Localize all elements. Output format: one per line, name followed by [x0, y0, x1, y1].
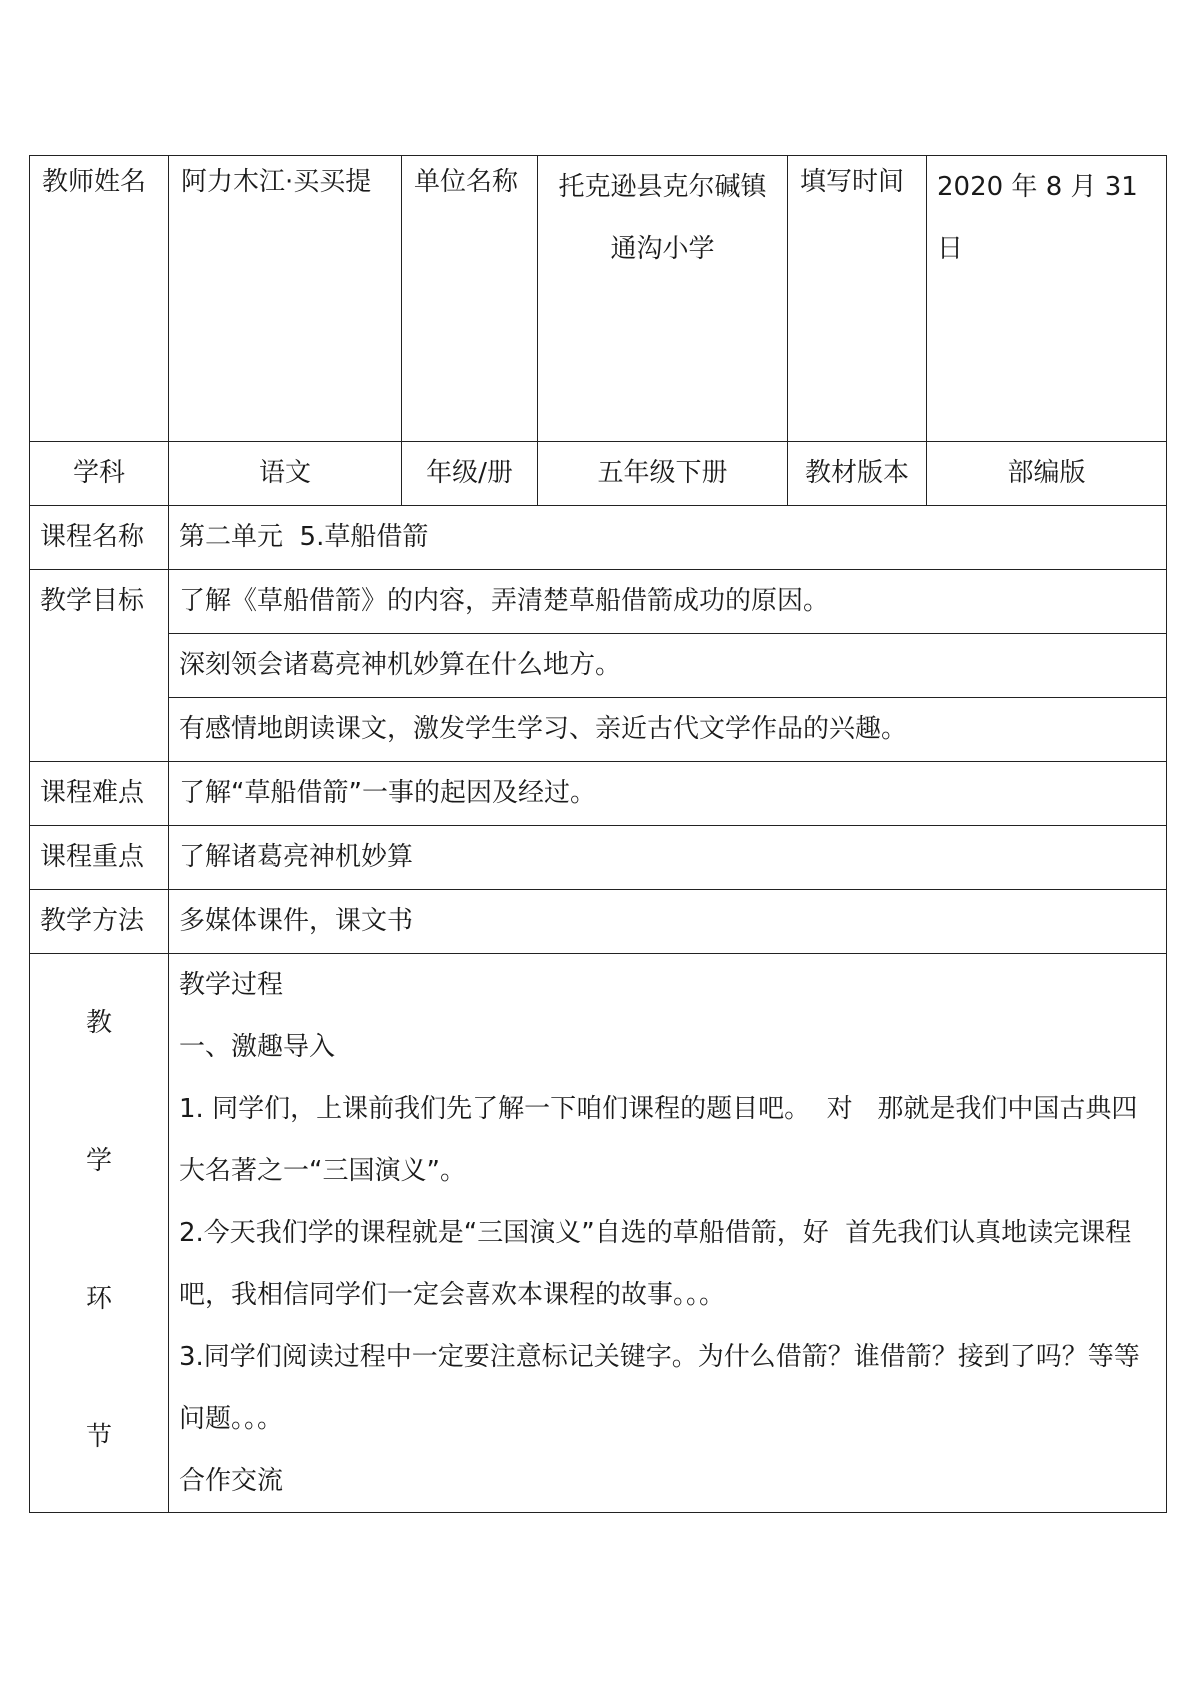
process-label-char: 节: [85, 1422, 112, 1452]
teacher-name-value: 阿力木江·买买提: [169, 156, 402, 442]
edition-value: 部编版: [927, 442, 1167, 506]
process-label-char: 教: [85, 1008, 112, 1038]
difficulty-row: [30, 762, 1167, 826]
method-row: [30, 890, 1167, 954]
subject-label: 学科: [30, 442, 169, 506]
difficulty-value: 了解“草船借箭”一事的起因及经过。: [169, 762, 1167, 826]
focus-label: 课程重点: [30, 826, 169, 890]
goal-row: [30, 698, 1167, 762]
course-name-row: [30, 506, 1167, 570]
process-section-title: 一、激趣导入: [179, 1032, 336, 1062]
fill-date-value: 2020 年 8 月 31 日: [927, 156, 1167, 442]
grade-value: 五年级下册: [538, 442, 788, 506]
fill-date-label: 填写时间: [788, 156, 927, 442]
course-name-label: 课程名称: [30, 506, 169, 570]
process-row: [30, 954, 1167, 1513]
course-name-value: 第二单元 5.草船借箭: [169, 506, 1167, 570]
lesson-plan-table: [29, 155, 1167, 1513]
teaching-process-content: [169, 954, 1167, 1513]
process-label-char: 环: [85, 1284, 112, 1314]
method-label: 教学方法: [30, 890, 169, 954]
edition-label: 教材版本: [788, 442, 927, 506]
process-heading: 教学过程: [179, 970, 284, 1000]
process-section-title: 合作交流: [179, 1466, 284, 1496]
teaching-goal-item: 了解《草船借箭》的内容，弄清楚草船借箭成功的原因。: [169, 570, 1167, 634]
difficulty-label: 课程难点: [30, 762, 169, 826]
process-step: 2.今天我们学的课程就是“三国演义”自选的草船借箭，好 首先我们认真地读完课程吧，我相信同学们一定会喜欢本课程的故事。。。: [179, 1218, 1132, 1310]
teaching-goal-item: 深刻领会诸葛亮神机妙算在什么地方。: [169, 634, 1167, 698]
header-row: [30, 156, 1167, 442]
unit-name-value: 托克逊县克尔碱镇通沟小学: [538, 156, 788, 442]
grade-label: 年级/册: [402, 442, 538, 506]
unit-name-label: 单位名称: [402, 156, 538, 442]
teaching-process-label: [30, 954, 169, 1513]
goal-row: [30, 634, 1167, 698]
process-step: 1. 同学们，上课前我们先了解一下咱们课程的题目吧。 对 那就是我们中国古典四大名著之一“三国演义”。: [179, 1094, 1138, 1186]
subject-value: 语文: [169, 442, 402, 506]
goal-row: [30, 570, 1167, 634]
teaching-goals-label: 教学目标: [30, 570, 169, 762]
teacher-name-label: 教师姓名: [30, 156, 169, 442]
process-label-char: 学: [85, 1146, 112, 1176]
method-value: 多媒体课件，课文书: [169, 890, 1167, 954]
info-row: [30, 442, 1167, 506]
process-step: 3.同学们阅读过程中一定要注意标记关键字。为什么借箭？谁借箭？接到了吗？等等问题。。。: [179, 1342, 1140, 1434]
teaching-goal-item: 有感情地朗读课文，激发学生学习、亲近古代文学作品的兴趣。: [169, 698, 1167, 762]
focus-row: [30, 826, 1167, 890]
focus-value: 了解诸葛亮神机妙算: [169, 826, 1167, 890]
